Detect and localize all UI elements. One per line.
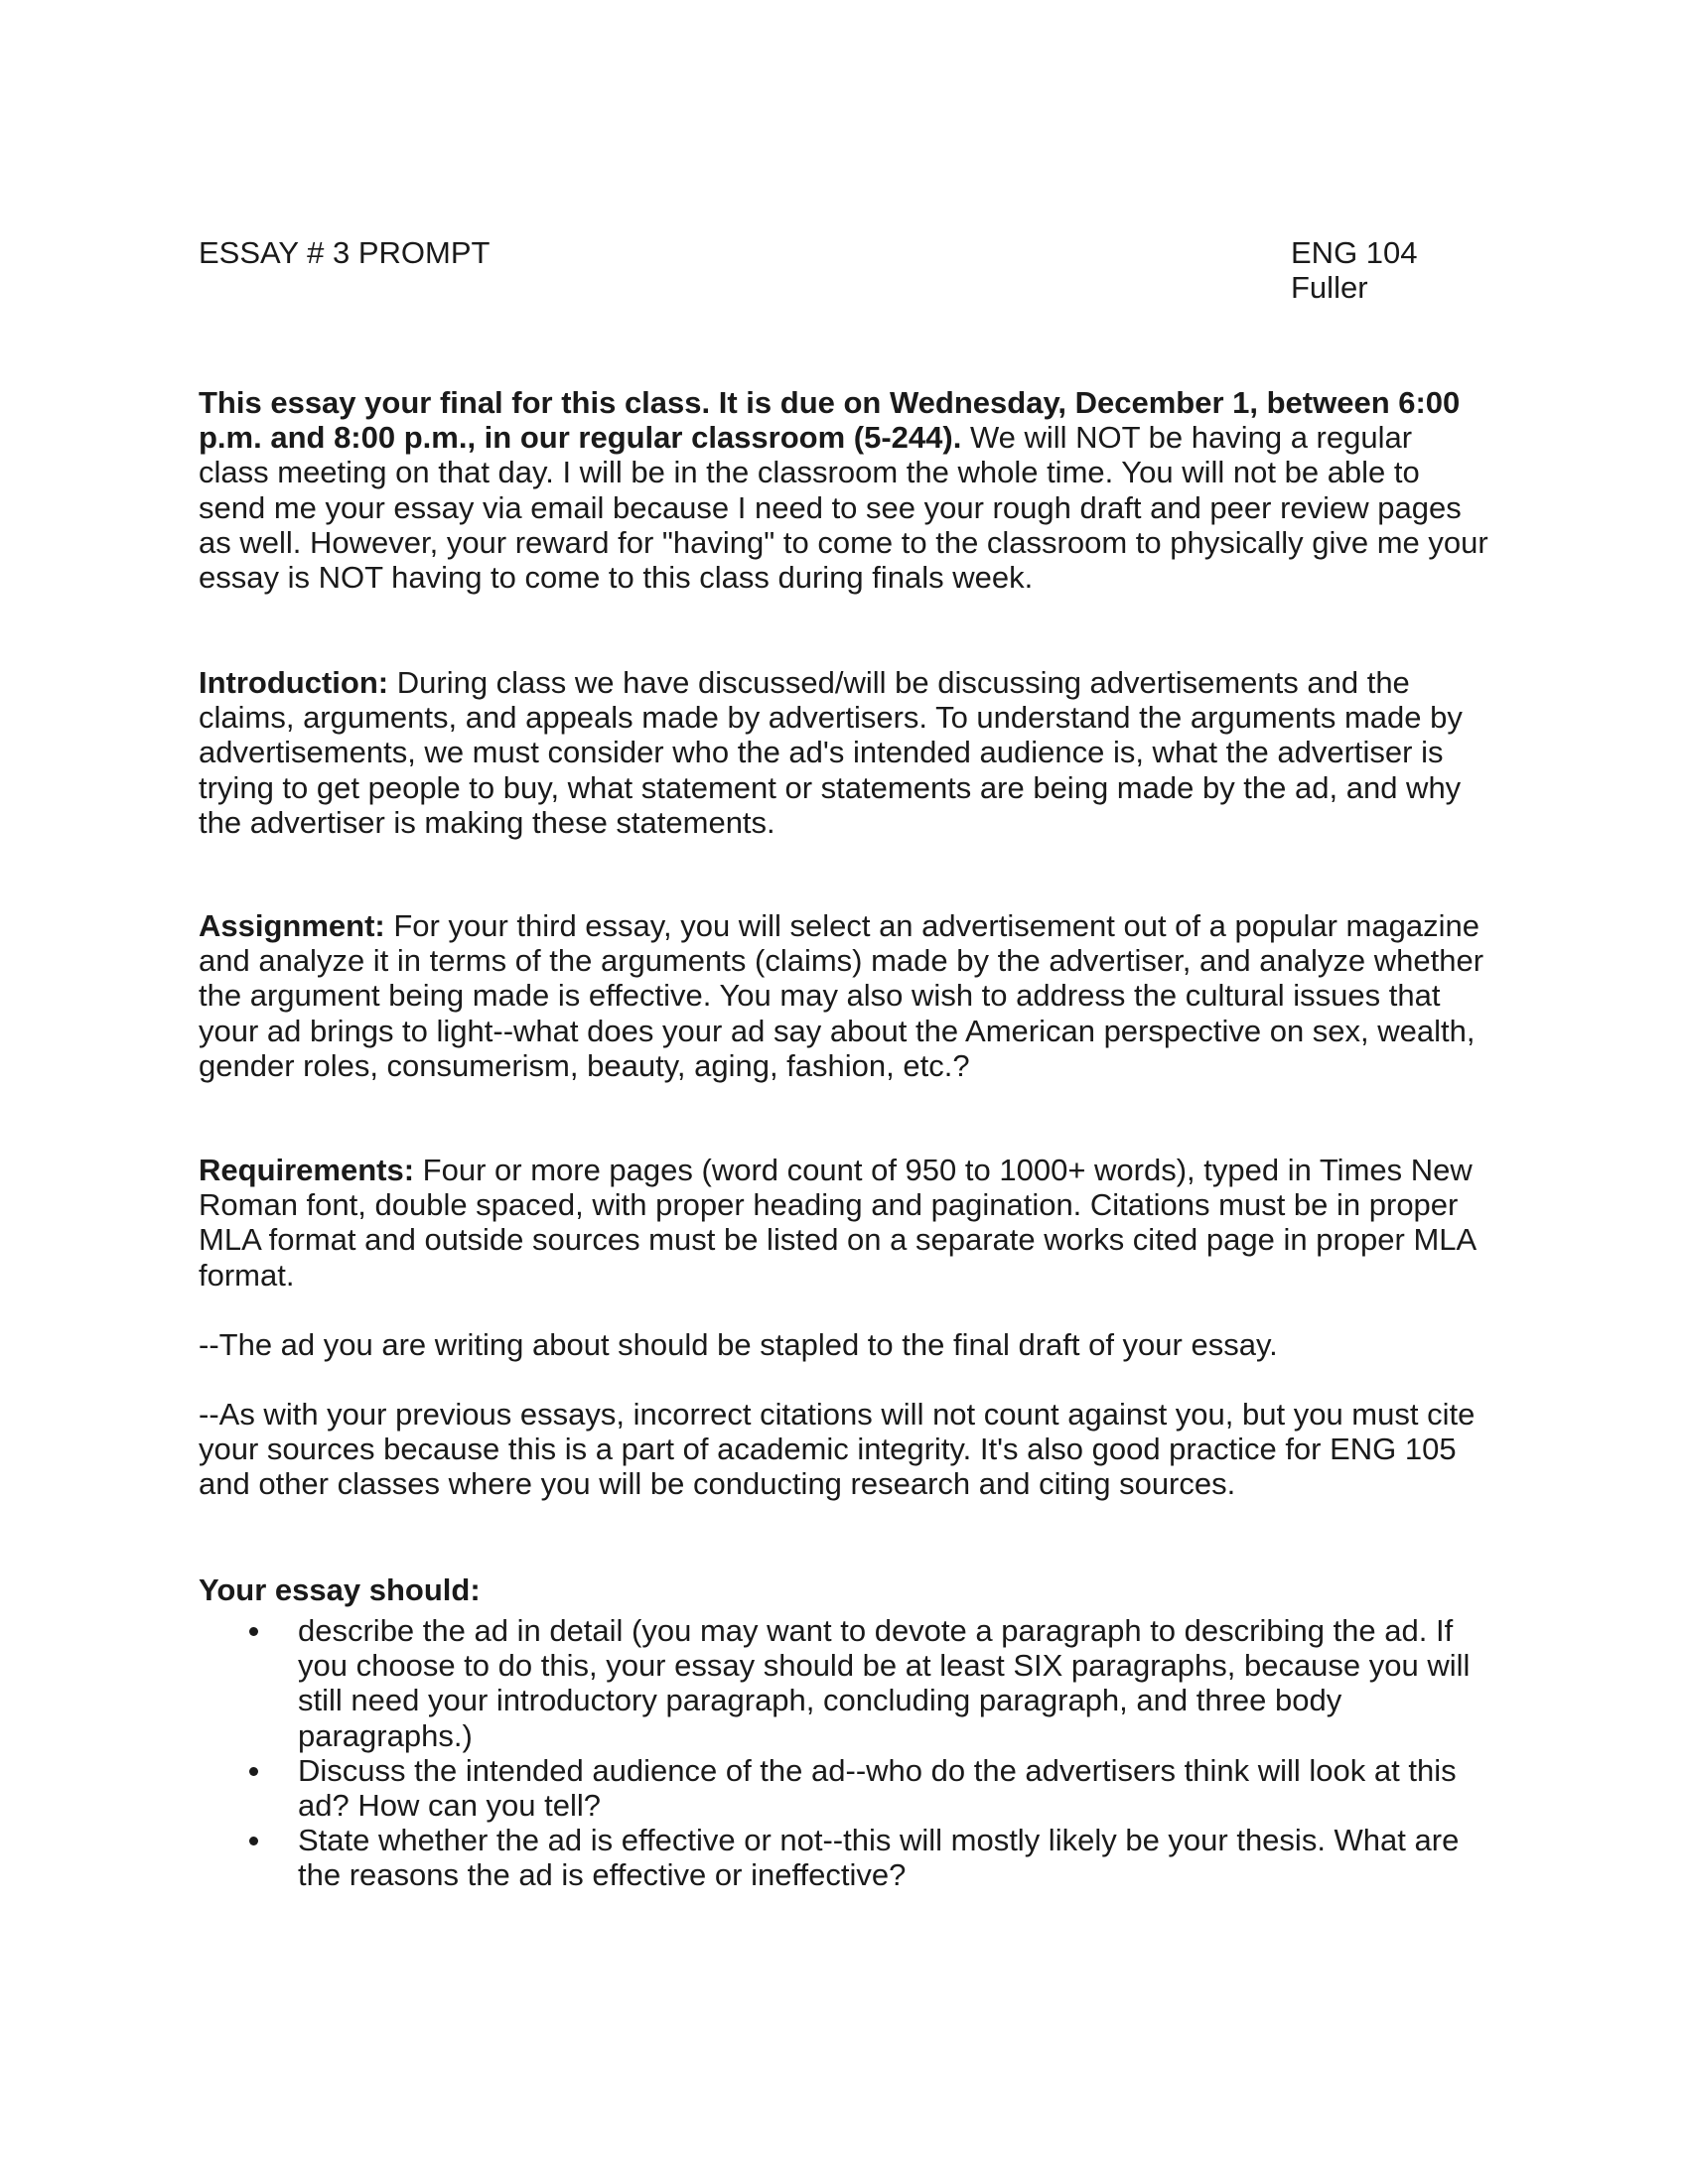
introduction-label: Introduction:: [199, 665, 389, 700]
assignment-label: Assignment:: [199, 908, 385, 943]
introduction-text: During class we have discussed/will be discussing advertisements and the claims, arguments, and appeals made by advertisers. To understand the arguments made by advertisements, we must consider who the ad's intended audience is, what the advertiser is trying to get people to buy, what statement or statements are being made by the ad, and why the advertiser is making these statements.: [199, 665, 1463, 840]
ad-stapled-note: --The ad you are writing about should be stapled to the final draft of your essay.: [199, 1327, 1278, 1362]
requirements-text: Four or more pages (word count of 950 to 1000+ words), typed in Times New Roman font, double spaced, with proper heading and pagination. Citations must be in proper MLA format and outside sources must be listed on a separate works cited page in proper MLA format.: [199, 1153, 1476, 1293]
list-item: [199, 1613, 1489, 1753]
course-info: [1291, 235, 1418, 305]
requirements-paragraph: [199, 1153, 1489, 1293]
due-date-paragraph: [199, 385, 1489, 595]
list-item: [199, 1753, 1489, 1823]
assignment-paragraph: [199, 908, 1489, 1083]
requirements-label: Requirements:: [199, 1153, 415, 1187]
list-item-text: State whether the ad is effective or not--this will mostly likely be your thesis. What are the reasons the ad is effective or ineffective?: [298, 1823, 1460, 1893]
due-date-text: We will NOT be having a regular class meeting on that day. I will be in the classroom the whole time. You will not be able to send me your essay via email because I need to see your rough draft and peer review pages as well. However, your reward for "having" to come to the classroom to physically give me your essay is NOT having to come to this class during finals week.: [199, 420, 1488, 596]
bullet-icon: [249, 1627, 258, 1636]
course-code: ENG 104: [1291, 235, 1418, 270]
bullet-icon: [249, 1837, 258, 1845]
bullet-icon: [249, 1767, 258, 1776]
essay-title: ESSAY # 3 PROMPT: [199, 235, 491, 270]
essay-should-list: [199, 1613, 1489, 1893]
instructor-name: Fuller: [1291, 270, 1368, 306]
citations-note: --As with your previous essays, incorrect citations will not count against you, but you must cite your sources because this is a part of academic integrity. It's also good practice for ENG 105 and other classes where you will be conducting research and citing sources.: [199, 1397, 1476, 1502]
list-item-text: describe the ad in detail (you may want to devote a paragraph to describing the ad. If you choose to do this, your essay should be at least SIX paragraphs, because you will still need your introductory paragraph, concluding paragraph, and three body paragraphs.): [298, 1613, 1471, 1753]
due-date-bold: This essay your final for this class. It is due on Wednesday, December 1, between 6:00 p.m. and 8:00 p.m., in our regular classroom (5-244).: [199, 385, 1461, 456]
list-item-text: Discuss the intended audience of the ad--who do the advertisers think will look at this ad? How can you tell?: [298, 1752, 1457, 1824]
assignment-text: For your third essay, you will select an advertisement out of a popular magazine and analyze it in terms of the arguments (claims) made by the advertiser, and analyze whether the argument being made is effective. You may also wish to address the cultural issues that your ad brings to light--what does your ad say about the American perspective on sex, wealth, gender roles, consumerism, beauty, aging, fashion, etc.?: [199, 908, 1484, 1083]
list-item: [199, 1823, 1489, 1892]
essay-should-heading: Your essay should:: [199, 1572, 481, 1607]
introduction-paragraph: [199, 665, 1489, 840]
